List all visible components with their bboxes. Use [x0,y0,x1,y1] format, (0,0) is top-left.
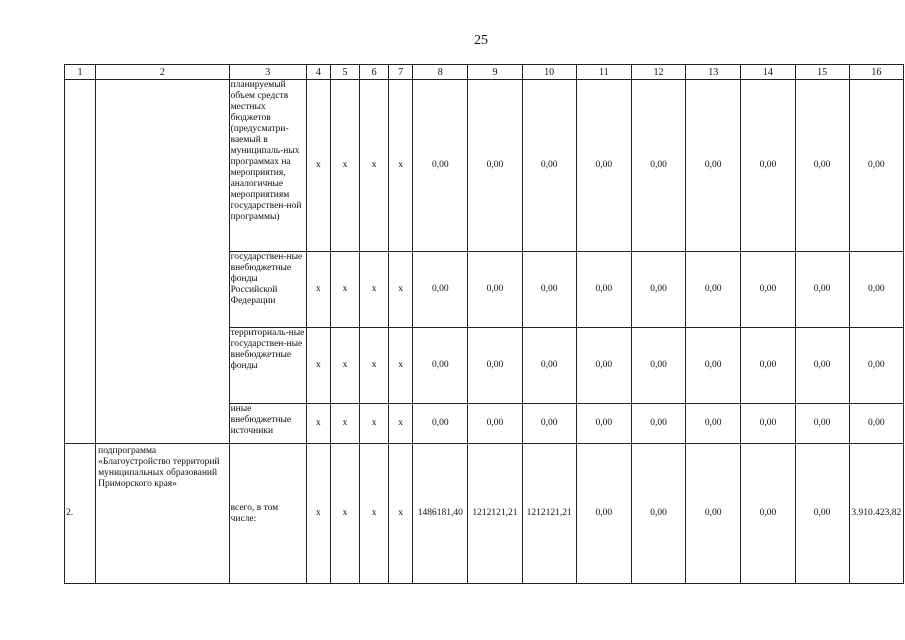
source-cell: всего, в том числе: [229,444,306,584]
header-cell: 16 [849,65,903,80]
header-cell: 6 [360,65,389,80]
value-cell: 0,00 [576,252,631,328]
mark-cell: x [306,80,330,252]
source-cell: иные внебюджетные источники [229,404,306,444]
mark-cell: x [306,252,330,328]
value-cell: 0,00 [795,252,849,328]
name-cell [96,80,229,444]
value-cell: 0,00 [631,80,685,252]
value-cell: 0,00 [468,80,522,252]
mark-cell: x [360,328,389,404]
mark-cell: x [360,404,389,444]
mark-cell: x [306,444,330,584]
value-cell: 0,00 [413,404,468,444]
mark-cell: x [360,252,389,328]
value-cell: 0,00 [686,328,741,404]
source-cell: территориаль-ные государствен-ные внебюджетные фонды [229,328,306,404]
mark-cell: x [330,444,359,584]
value-cell: 0,00 [686,404,741,444]
mark-cell: x [389,252,413,328]
header-cell: 1 [65,65,96,80]
value-cell: 0,00 [741,328,795,404]
value-cell: 0,00 [631,252,685,328]
value-cell: 0,00 [468,328,522,404]
value-cell: 0,00 [631,328,685,404]
header-cell: 2 [96,65,229,80]
mark-cell: x [330,328,359,404]
value-cell: 0,00 [741,252,795,328]
mark-cell: x [330,404,359,444]
page-number: 25 [474,33,488,48]
header-cell: 7 [389,65,413,80]
mark-cell: x [360,444,389,584]
header-cell: 15 [795,65,849,80]
value-cell: 0,00 [576,404,631,444]
header-cell: 9 [468,65,522,80]
value-cell: 0,00 [795,328,849,404]
header-cell: 3 [229,65,306,80]
value-cell: 0,00 [413,328,468,404]
value-cell: 0,00 [849,404,903,444]
mark-cell: x [306,404,330,444]
value-cell: 0,00 [741,444,795,584]
mark-cell: x [389,444,413,584]
value-cell: 0,00 [522,80,576,252]
value-cell: 0,00 [413,252,468,328]
value-cell: 1212121,21 [522,444,576,584]
header-cell: 14 [741,65,795,80]
header-cell: 12 [631,65,685,80]
value-cell: 0,00 [413,80,468,252]
mark-cell: x [360,80,389,252]
header-cell: 8 [413,65,468,80]
header-cell: 13 [686,65,741,80]
source-cell: планируемый объем средств местных бюджетов (предусматри-ваемый в муниципаль-ных программах на мероприятия, аналогичные мероприятиям государствен-ной программы) [229,80,306,252]
value-cell: 0,00 [468,404,522,444]
header-cell: 11 [576,65,631,80]
mark-cell: x [306,328,330,404]
header-cell: 10 [522,65,576,80]
value-cell: 0,00 [576,328,631,404]
header-cell: 5 [330,65,359,80]
value-cell: 0,00 [849,252,903,328]
value-cell: 0,00 [795,80,849,252]
value-cell: 0,00 [795,404,849,444]
value-cell: 0,00 [741,404,795,444]
value-cell: 0,00 [576,444,631,584]
header-row [65,65,904,80]
value-cell: 0,00 [686,444,741,584]
value-cell: 0,00 [522,252,576,328]
mark-cell: x [389,328,413,404]
value-cell: 0,00 [522,404,576,444]
value-cell: 0,00 [686,252,741,328]
value-cell: 0,00 [849,80,903,252]
value-cell: 0,00 [686,80,741,252]
value-cell: 0,00 [849,328,903,404]
value-cell: 0,00 [576,80,631,252]
mark-cell: x [330,80,359,252]
subprogram-name-cell: подпрограмма «Благоустройство территорий муниципальных образований Приморского края» [96,444,229,584]
table-row [65,444,904,584]
budget-table [64,64,904,584]
value-cell: 0,00 [522,328,576,404]
value-cell: 3.910.423,82 [849,444,903,584]
mark-cell: x [389,404,413,444]
header-cell: 4 [306,65,330,80]
index-cell [65,80,96,444]
value-cell: 0,00 [795,444,849,584]
value-cell: 0,00 [631,404,685,444]
value-cell: 0,00 [631,444,685,584]
index-cell: 2. [65,444,96,584]
mark-cell: x [330,252,359,328]
mark-cell: x [389,80,413,252]
value-cell: 1486181,40 [413,444,468,584]
value-cell: 0,00 [468,252,522,328]
value-cell: 0,00 [741,80,795,252]
table-row [65,80,904,252]
source-cell: государствен-ные внебюджетные фонды Российской Федерации [229,252,306,328]
value-cell: 1212121,21 [468,444,522,584]
